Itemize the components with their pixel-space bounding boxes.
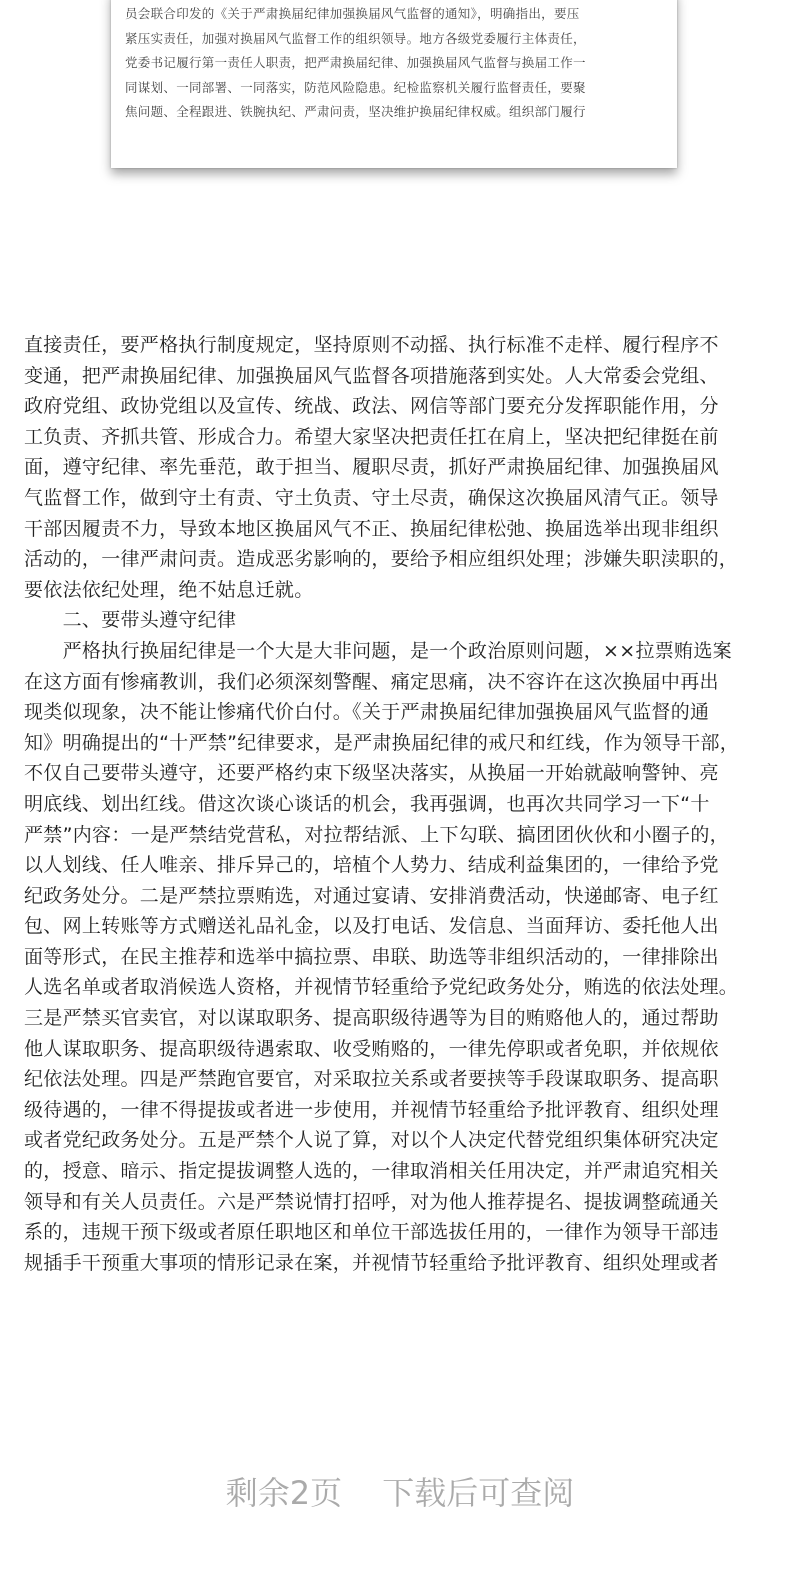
preview-text-line: 党委书记履行第一责任人职责，把严肃换届纪律、加强换届风气监督与换届工作一 xyxy=(125,55,586,70)
body-text-line: 系的，违规干预下级或者原任职地区和单位干部选拔任用的，一律作为领导干部违 xyxy=(24,1221,719,1244)
preview-text-line: 同谋划、一同部署、一同落实，防范风险隐患。纪检监察机关履行监督责任，要聚 xyxy=(125,79,586,95)
body-text-line: 政府党组、政协党组以及宣传、统战、政法、网信等部门要充分发挥职能作用，分 xyxy=(24,395,719,418)
body-text-line: 纪依法处理。四是严禁跑官要官，对采取拉关系或者要挟等手段谋取职务、提高职 xyxy=(24,1068,719,1091)
body-text-line: 级待遇的，一律不得提拔或者进一步使用，并视情节轻重给予批评教育、组织处理 xyxy=(24,1098,719,1121)
body-text-line: 不仅自己要带头遵守，还要严格约束下级坚决落实，从换届一开始就敲响警钟、亮 xyxy=(24,762,719,785)
document-body xyxy=(24,330,784,1278)
body-text-line: 工负责、齐抓共管、形成合力。希望大家坚决把责任扛在肩上，坚决把纪律挺在前 xyxy=(24,425,719,448)
body-text-line: 二、要带头遵守纪律 xyxy=(24,609,237,632)
body-text-line: 气监督工作，做到守土有责、守土负责、守土尽责，确保这次换届风清气正。领导 xyxy=(24,486,719,509)
preview-text-line: 焦问题、全程跟进、铁腕执纪、严肃问责，坚决维护换届纪律权威。组织部门履行 xyxy=(125,104,586,119)
body-text-line: 在这方面有惨痛教训，我们必须深刻警醒、痛定思痛，决不容许在这次换届中再出 xyxy=(24,670,719,693)
preview-text-line: 紧压实责任，加强对换届风气监督工作的组织领导。地方各级党委履行主体责任， xyxy=(125,30,586,46)
body-text-line: 人选名单或者取消候选人资格，并视情节轻重给予党纪政务处分，贿选的依法处理。 xyxy=(24,976,739,999)
body-text-line: 领导和有关人员责任。六是严禁说情打招呼，对为他人推荐提名、提拔调整疏通关 xyxy=(24,1190,719,1213)
body-text-line: 纪政务处分。二是严禁拉票贿选，对通过宴请、安排消费活动，快递邮寄、电子红 xyxy=(24,884,719,907)
body-text-line: 面，遵守纪律、率先垂范，敢于担当、履职尽责，抓好严肃换届纪律、加强换届风 xyxy=(24,456,719,479)
body-text-line: 干部因履责不力，导致本地区换届风气不正、换届纪律松弛、换届选举出现非组织 xyxy=(24,517,719,540)
body-text-line: 以人划线、任人唯亲、排斥异己的，培植个人势力、结成利益集团的，一律给予党 xyxy=(24,854,719,877)
body-text-line: 变通，把严肃换届纪律、加强换届风气监督各项措施落到实处。人大常委会党组、 xyxy=(24,364,719,387)
preview-page-card xyxy=(111,0,677,168)
body-text-line: 直接责任，要严格执行制度规定，坚持原则不动摇、执行标准不走样、履行程序不 xyxy=(24,334,719,356)
body-text-line: 要依法依纪处理，绝不姑息迁就。 xyxy=(24,578,314,601)
body-text-line: 的，授意、暗示、指定提拔调整人选的，一律取消相关任用决定，并严肃追究相关 xyxy=(24,1160,719,1183)
body-text-line: 现类似现象，决不能让惨痛代价白付。《关于严肃换届纪律加强换届风气监督的通 xyxy=(24,701,710,724)
body-text-line: 明底线、划出红线。借这次谈心谈话的机会，我再强调，也再次共同学习一下“十 xyxy=(24,792,710,815)
body-text-line: 知》明确提出的“十严禁”纪律要求，是严肃换届纪律的戒尺和红线，作为领导干部， xyxy=(24,731,740,754)
body-text-line: 规插手干预重大事项的情形记录在案，并视情节轻重给予批评教育、组织处理或者 xyxy=(24,1251,719,1274)
body-text-line: 三是严禁买官卖官，对以谋取职务、提高职级待遇等为目的贿赂他人的，通过帮助 xyxy=(24,1007,719,1030)
body-text-line: 或者党纪政务处分。五是严禁个人说了算，对以个人决定代替党组织集体研究决定 xyxy=(24,1129,719,1152)
preview-text-line: 员会联合印发的《关于严肃换届纪律加强换届风气监督的通知》，明确指出，要压 xyxy=(125,6,580,21)
remaining-pages-notice[interactable]: 剩余2页 下载后可查阅 xyxy=(225,1474,575,1512)
body-text-line: 他人谋取职务、提高职级待遇索取、收受贿赂的，一律先停职或者免职，并依规依 xyxy=(24,1037,719,1060)
body-text-line: 严格执行换届纪律是一个大是大非问题，是一个政治原则问题，××拉票贿选案 xyxy=(24,639,732,662)
body-text-line: 面等形式，在民主推荐和选举中搞拉票、串联、助选等非组织活动的，一律排除出 xyxy=(24,945,719,968)
body-text-line: 活动的，一律严肃问责。造成恶劣影响的，要给予相应组织处理；涉嫌失职渎职的， xyxy=(24,548,739,571)
body-text-line: 包、网上转账等方式赠送礼品礼金，以及打电话、发信息、当面拜访、委托他人出 xyxy=(24,915,719,938)
body-text-line: 严禁”内容：一是严禁结党营私，对拉帮结派、上下勾联、搞团团伙伙和小圈子的， xyxy=(24,823,729,846)
